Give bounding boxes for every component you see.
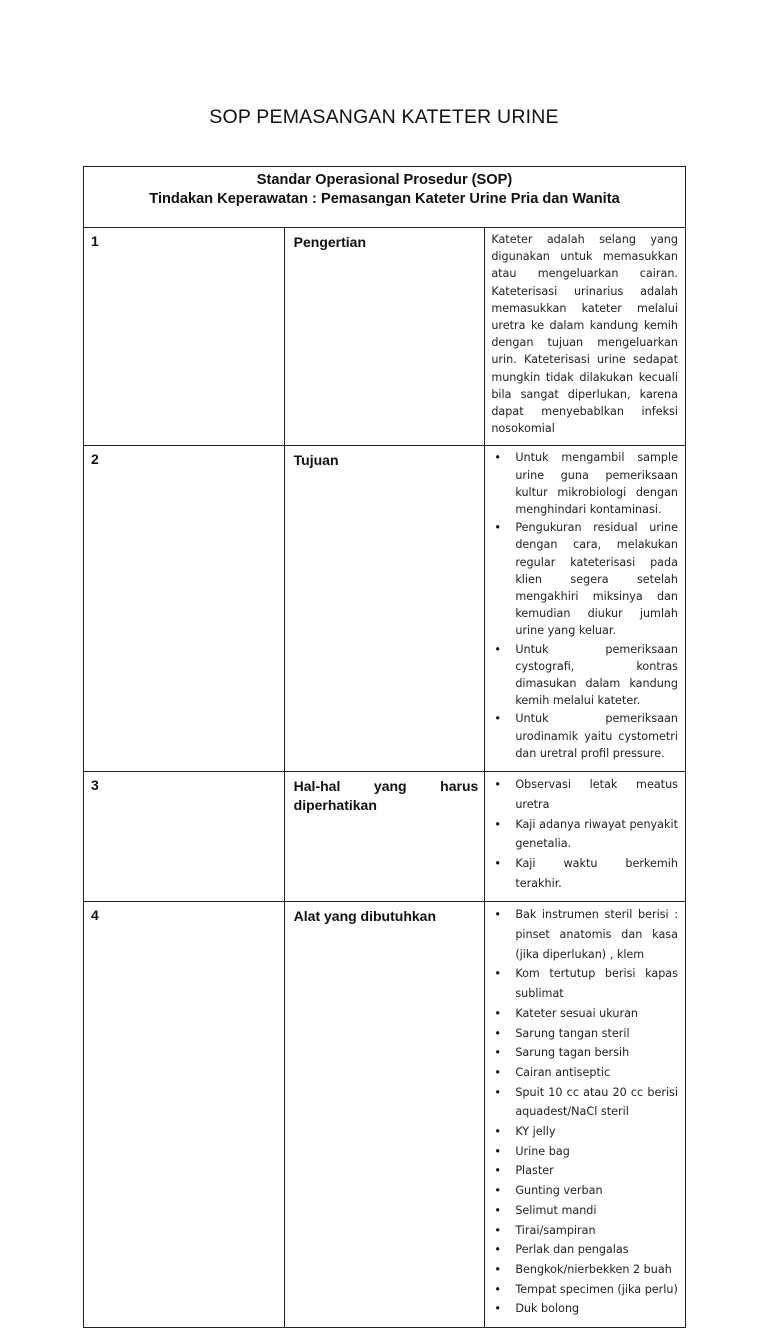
list-item: • Kom tertutup berisi kapas sublimat: [491, 964, 678, 1003]
table-row: [84, 228, 686, 446]
table-header-row: [84, 167, 686, 228]
list-item: • Untuk mengambil sample urine guna pemeriksaan kultur mikrobiologi dengan menghindari kontaminasi.: [491, 449, 678, 518]
list-item: • Selimut mandi: [491, 1201, 678, 1221]
table-row: [84, 446, 686, 772]
list-item: • Kaji adanya riwayat penyakit genetalia.: [491, 815, 678, 854]
table-row: [84, 902, 686, 1328]
list-item: • Gunting verban: [491, 1181, 678, 1201]
list-item: • Untuk pemeriksaan cystografi, kontras dimasukan dalam kandung kemih melalui kateter.: [491, 641, 678, 710]
list-item: • Spuit 10 cc atau 20 cc berisi aquadest/NaCl steril: [491, 1083, 678, 1122]
list-item: • Perlak dan pengalas: [491, 1240, 678, 1260]
list-item: • Bengkok/nierbekken 2 buah: [491, 1260, 678, 1280]
document-title: SOP PEMASANGAN KATETER URINE: [209, 106, 559, 128]
sop-table: [83, 166, 686, 1328]
purpose-list: [491, 449, 678, 762]
list-item: • Kaji waktu berkemih terakhir.: [491, 854, 678, 893]
row-content: [485, 902, 686, 1328]
definition-text: Kateter adalah selang yang digunakan untuk memasukkan atau mengeluarkan cairan. Kateterisasi urinarius adalah memasukkan kateter melalui uretra ke dalam kandung kemih dengan tujuan mengeluarkan urin. Kateterisasi urine sedapat mungkin tidak dilakukan kecuali bila sangat diperlukan, karena dapat menyebablkan infeksi nosokomial: [491, 233, 678, 436]
row-content: [485, 446, 686, 772]
row-label: Tujuan: [284, 446, 485, 772]
table-header: [84, 167, 686, 228]
table-row: [84, 772, 686, 902]
row-content: [485, 228, 686, 446]
list-item: • Tempat specimen (jika perlu): [491, 1280, 678, 1300]
equipment-list: [491, 905, 678, 1319]
list-item: • Pengukuran residual urine dengan cara, melakukan regular kateterisasi pada klien segera setelah mengakhiri miksinya dan kemudian diukur jumlah urine yang keluar.: [491, 519, 678, 639]
row-number: 1: [84, 228, 285, 446]
attention-list: [491, 775, 678, 893]
row-number: 3: [84, 772, 285, 902]
list-item: • Observasi letak meatus uretra: [491, 775, 678, 814]
row-number: 2: [84, 446, 285, 772]
list-item: • Urine bag: [491, 1142, 678, 1162]
list-item: • Kateter sesuai ukuran: [491, 1004, 678, 1024]
row-content: [485, 772, 686, 902]
list-item: • KY jelly: [491, 1122, 678, 1142]
list-item: • Duk bolong: [491, 1299, 678, 1319]
list-item: • Sarung tagan bersih: [491, 1043, 678, 1063]
row-label: Pengertian: [284, 228, 485, 446]
header-line-1: Standar Operasional Prosedur (SOP): [256, 172, 513, 188]
header-line-2: Tindakan Keperawatan : Pemasangan Kateter Urine Pria dan Wanita: [149, 191, 620, 207]
list-item: • Tirai/sampiran: [491, 1221, 678, 1241]
list-item: • Untuk pemeriksaan urodinamik yaitu cystometri dan uretral profil pressure.: [491, 710, 678, 762]
list-item: • Sarung tangan steril: [491, 1024, 678, 1044]
list-item: • Cairan antiseptic: [491, 1063, 678, 1083]
list-item: • Bak instrumen steril berisi : pinset anatomis dan kasa (jika diperlukan) , klem: [491, 905, 678, 964]
row-label: Hal-hal yang harus diperhatikan: [284, 772, 485, 902]
list-item: • Plaster: [491, 1161, 678, 1181]
row-number: 4: [84, 902, 285, 1328]
row-label: Alat yang dibutuhkan: [284, 902, 485, 1328]
